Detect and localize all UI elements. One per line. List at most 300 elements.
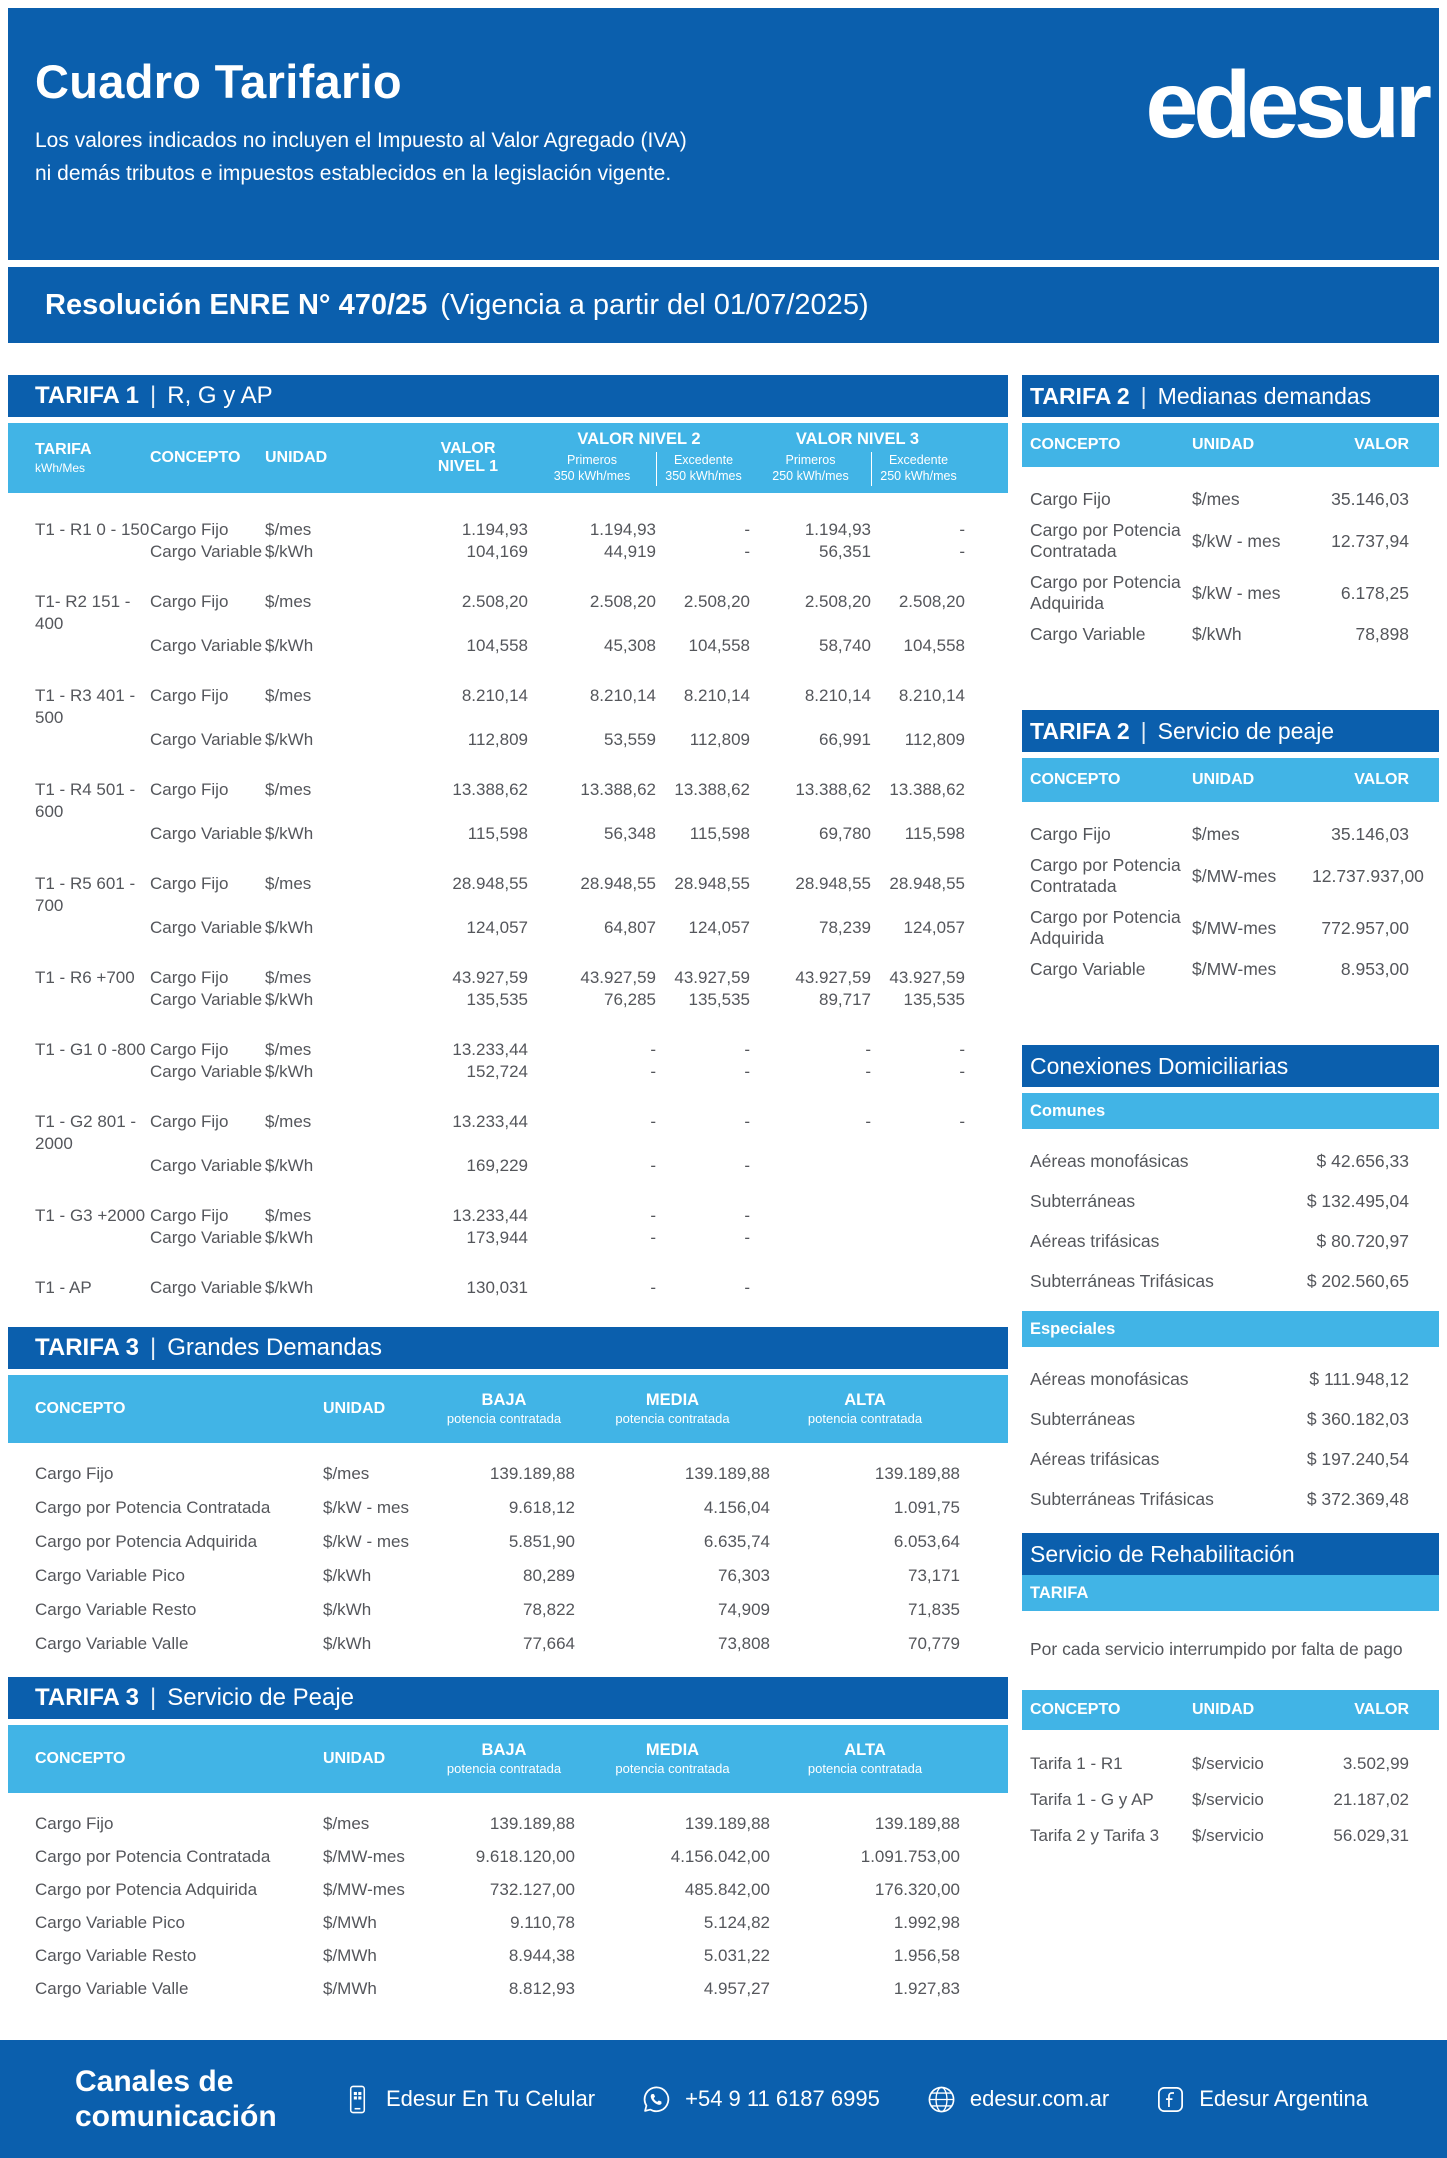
nivel2-subcolumns xyxy=(528,452,750,485)
resolution-title: Resolución ENRE N° 470/25 xyxy=(45,288,428,321)
tarifa1-table-body xyxy=(8,493,1008,1299)
column-header-valor: VALOR xyxy=(1354,1701,1409,1718)
footer-contact-facebook[interactable] xyxy=(1155,2084,1368,2115)
section-subtitle: Servicio de Peaje xyxy=(167,1684,355,1711)
value-cell: 56,348 xyxy=(604,824,656,843)
connection-value: $ 197.240,54 xyxy=(1306,1448,1409,1469)
unit-label: $/kWh xyxy=(265,1156,314,1175)
value-cell: 732.127,00 xyxy=(489,1879,575,1899)
concept-label: Cargo Variable xyxy=(150,542,263,561)
value-cell: 64,807 xyxy=(604,918,656,937)
value-cell: 1.956,58 xyxy=(893,1945,960,1965)
nivel2-title: VALOR NIVEL 2 xyxy=(577,430,701,449)
edesur-logo: edesur xyxy=(1145,52,1427,158)
value-cell: 124,057 xyxy=(688,918,750,937)
concept-label: Cargo Variable xyxy=(150,990,263,1009)
value-cell: 12.737.937,00 xyxy=(1312,865,1424,886)
value-cell: - xyxy=(959,1062,965,1081)
right-column xyxy=(1022,375,1439,1878)
value-cell: - xyxy=(865,1112,871,1131)
concept-label: Cargo Fijo xyxy=(150,1112,229,1131)
value-cell: - xyxy=(744,542,750,561)
subsection-band xyxy=(1022,1093,1439,1129)
table-row xyxy=(8,1457,1008,1491)
column-header-unidad: UNIDAD xyxy=(265,449,328,466)
concept-label: Cargo Fijo xyxy=(35,1464,114,1483)
value-cell: 9.618,12 xyxy=(508,1498,575,1517)
tarifa3-peaje-column-headers xyxy=(8,1725,1008,1793)
tarifa3-grandes-section-header xyxy=(8,1327,1008,1369)
value-cell: - xyxy=(744,520,750,539)
unit-label: $/kWh xyxy=(265,1278,314,1297)
col-name: BAJA xyxy=(481,1741,527,1760)
whatsapp-icon xyxy=(641,2084,672,2115)
unit-label: $/MWh xyxy=(323,1945,377,1965)
value-cell xyxy=(871,1155,965,1177)
value-cell xyxy=(871,1205,965,1227)
concept-label: Cargo Fijo xyxy=(150,1040,229,1059)
unit-label: $/mes xyxy=(265,1112,312,1131)
section-subtitle: Medianas demandas xyxy=(1157,382,1372,409)
unit-label: $/mes xyxy=(265,1206,312,1225)
value-cell: 1.927,83 xyxy=(893,1978,960,1998)
value-cell: 13.233,44 xyxy=(452,1206,528,1225)
footer-contact-label: Edesur En Tu Celular xyxy=(386,2086,596,2111)
table-row xyxy=(8,1491,1008,1525)
value-cell: 135,535 xyxy=(688,990,750,1009)
value-cell: - xyxy=(744,1112,750,1131)
subsection-title: Comunes xyxy=(1030,1101,1106,1120)
subsection-band xyxy=(1022,1311,1439,1347)
subheader-threshold: 250 kWh/mes xyxy=(772,469,849,483)
unit-label: $/MWh xyxy=(323,1912,377,1932)
value-cell: - xyxy=(650,1040,656,1059)
value-cell: 104,558 xyxy=(903,636,965,655)
unit-label: $/kWh xyxy=(265,730,314,749)
column-header-alta xyxy=(770,1391,960,1426)
concept-label: Cargo Variable Resto xyxy=(35,1600,197,1619)
table-row xyxy=(1022,572,1439,614)
list-item xyxy=(1022,1141,1439,1181)
value-cell: 13.388,62 xyxy=(452,780,528,799)
subtitle-line-1: Los valores indicados no incluyen el Impuesto al Valor Agregado (IVA) xyxy=(35,129,687,152)
rehabilitacion-column-headers xyxy=(1022,1690,1439,1730)
unit-label: $/kW - mes xyxy=(323,1498,409,1517)
value-cell: 115,598 xyxy=(689,824,750,843)
value-cell: 4.156,04 xyxy=(703,1498,770,1517)
column-header-alta xyxy=(770,1741,960,1776)
tariff-group xyxy=(8,1039,1008,1083)
column-header-nivel3 xyxy=(750,430,965,485)
column-header-unidad: UNIDAD xyxy=(1192,436,1255,453)
section-title: TARIFA 3 xyxy=(35,1334,140,1361)
value-cell: 70,779 xyxy=(908,1634,960,1653)
value-cell: 12.737,94 xyxy=(1331,530,1409,551)
value-cell: 8.210,14 xyxy=(898,686,965,705)
value-cell: 139.189,88 xyxy=(684,1813,770,1833)
value-cell: 21.187,02 xyxy=(1333,1790,1409,1809)
value-cell: 139.189,88 xyxy=(489,1813,575,1833)
unit-label: $/kWh xyxy=(265,1062,314,1081)
value-cell: - xyxy=(959,1112,965,1131)
value-cell xyxy=(750,1277,871,1299)
unit-label: $/kWh xyxy=(323,1634,372,1653)
concept-label: Cargo Variable xyxy=(1030,624,1146,644)
resolution-band xyxy=(8,267,1439,343)
column-header-tarifa xyxy=(8,441,150,475)
value-cell: 58,740 xyxy=(819,636,871,655)
tarifa2-peaje-column-headers xyxy=(1022,758,1439,802)
concept-label: Cargo Fijo xyxy=(1030,489,1111,509)
column-header-nivel2 xyxy=(528,430,750,485)
col-sub: potencia contratada xyxy=(807,1761,923,1777)
tariff-code xyxy=(8,1227,150,1249)
value-cell: - xyxy=(650,1112,656,1131)
concept-label: Cargo Variable xyxy=(150,824,263,843)
tariff-code xyxy=(8,917,150,939)
connection-label: Subterráneas xyxy=(1030,1190,1136,1211)
column-header-concepto: CONCEPTO xyxy=(35,1750,126,1767)
value-cell: 43.927,59 xyxy=(452,968,528,987)
unit-label: $/mes xyxy=(1192,824,1240,844)
value-cell: - xyxy=(650,1062,656,1081)
value-cell: 80,289 xyxy=(523,1566,575,1585)
unit-label: $/mes xyxy=(265,1040,312,1059)
table-row xyxy=(8,1972,1008,2005)
tariff-code: T1- R2 151 - 400 xyxy=(35,592,131,633)
table-row xyxy=(8,1559,1008,1593)
nivel2-excedente xyxy=(656,452,750,485)
value-cell: 9.110,78 xyxy=(510,1912,575,1932)
section-title: TARIFA 2 xyxy=(1030,717,1130,744)
value-cell: 13.388,62 xyxy=(580,780,656,799)
value-cell: 1.992,98 xyxy=(893,1912,960,1932)
section-title: Conexiones Domiciliarias xyxy=(1030,1052,1289,1079)
connection-value: $ 80.720,97 xyxy=(1316,1230,1409,1251)
unit-label: $/mes xyxy=(265,874,312,893)
table-row xyxy=(8,1593,1008,1627)
value-cell: 45,308 xyxy=(604,636,656,655)
concept-label: Cargo Variable Valle xyxy=(35,1634,189,1653)
value-cell: - xyxy=(959,542,965,561)
subheader-label: Excedente xyxy=(673,453,734,468)
tariff-code xyxy=(8,1061,150,1083)
value-cell: 13.388,62 xyxy=(674,780,750,799)
column-header-unidad: UNIDAD xyxy=(1192,1701,1255,1718)
concept-label: Tarifa 1 - G y AP xyxy=(1030,1790,1154,1809)
tarifa2-medianas-section-header xyxy=(1022,375,1439,417)
connection-value: $ 111.948,12 xyxy=(1309,1368,1409,1389)
tariff-group xyxy=(8,1205,1008,1249)
tarifa2-medianas-block xyxy=(1022,375,1439,675)
value-cell: 6.053,64 xyxy=(893,1532,960,1551)
tariff-group xyxy=(8,1111,1008,1177)
footer-contact-label: +54 9 11 6187 6995 xyxy=(685,2086,880,2111)
column-header-valor: VALOR xyxy=(1354,436,1409,453)
concept-label: Cargo Variable xyxy=(150,1156,263,1175)
tariff-code xyxy=(8,1155,150,1177)
table-row xyxy=(8,1627,1008,1661)
value-cell xyxy=(750,1155,871,1177)
section-title: TARIFA 1 xyxy=(35,382,140,409)
unit-label: $/kWh xyxy=(265,918,314,937)
nivel3-primeros xyxy=(750,452,871,485)
unit-label: $/servicio xyxy=(1192,1826,1264,1845)
concept-label: Cargo Variable Resto xyxy=(35,1945,197,1965)
col-name: MEDIA xyxy=(645,1741,700,1760)
column-header-valor: VALOR xyxy=(1354,771,1409,788)
value-cell: - xyxy=(744,1206,750,1225)
concept-label: Cargo Variable xyxy=(1030,959,1146,979)
value-cell: 124,057 xyxy=(903,918,965,937)
value-cell: 28.948,55 xyxy=(674,874,750,893)
value-cell: 8.210,14 xyxy=(683,686,750,705)
column-header-baja xyxy=(433,1391,575,1426)
concept-label: Cargo Variable xyxy=(150,730,263,749)
title-separator: | xyxy=(150,1684,157,1711)
col-sub: potencia contratada xyxy=(615,1761,730,1777)
unit-label: $/mes xyxy=(265,780,312,799)
value-cell: 8.210,14 xyxy=(804,686,871,705)
footer-contact-globe[interactable] xyxy=(926,2084,1109,2115)
unit-label: $/mes xyxy=(265,686,312,705)
list-item xyxy=(1022,1439,1439,1479)
value-cell: 485.842,00 xyxy=(684,1879,770,1899)
value-cell xyxy=(750,1205,871,1227)
footer-contact-bar xyxy=(0,2040,1447,2158)
concept-label: Cargo por Potencia Contratada xyxy=(1030,855,1181,896)
tariff-group xyxy=(8,591,1008,657)
unit-label: $/kWh xyxy=(323,1566,372,1585)
tariff-code: T1 - R4 501 - 600 xyxy=(35,780,136,821)
value-cell: 78,239 xyxy=(819,918,871,937)
value-cell: 43.927,59 xyxy=(795,968,871,987)
value-cell: - xyxy=(959,520,965,539)
concept-label: Cargo Variable xyxy=(150,1062,263,1081)
unit-label: $/kW - mes xyxy=(1192,530,1281,551)
value-cell: 13.388,62 xyxy=(795,780,871,799)
band-label: TARIFA xyxy=(1030,1583,1089,1602)
footer-title-line2: comunicación xyxy=(75,2100,277,2133)
value-cell: 115,598 xyxy=(467,824,528,843)
value-cell: 28.948,55 xyxy=(795,874,871,893)
rehabilitacion-tarifa-band xyxy=(1022,1575,1439,1611)
value-cell: 56,351 xyxy=(819,542,871,561)
column-header-concepto: CONCEPTO xyxy=(1030,771,1121,788)
facebook-icon xyxy=(1155,2084,1186,2115)
value-cell: 2.508,20 xyxy=(683,592,750,611)
nivel1-line1: VALOR xyxy=(440,439,496,457)
value-cell: 1.194,93 xyxy=(804,520,871,539)
tariff-code xyxy=(8,989,150,1011)
value-cell: 2.508,20 xyxy=(461,592,528,611)
unit-label: $/mes xyxy=(323,1464,370,1483)
table-row xyxy=(1022,1782,1439,1818)
rehabilitacion-note: Por cada servicio interrumpido por falta de pago xyxy=(1030,1639,1403,1659)
unit-label: $/MW-mes xyxy=(1192,865,1277,886)
table-row xyxy=(8,1939,1008,1972)
tariff-code: T1 - R3 401 - 500 xyxy=(35,686,136,727)
value-cell: - xyxy=(865,1040,871,1059)
tariff-group xyxy=(8,967,1008,1011)
footer-contact-label: edesur.com.ar xyxy=(969,2086,1110,2111)
subheader-threshold: 250 kWh/mes xyxy=(880,469,957,483)
tarifa3-peaje-section-header xyxy=(8,1677,1008,1719)
value-cell: 104,558 xyxy=(466,636,528,655)
concept-label: Cargo Fijo xyxy=(150,686,229,705)
tarifa1-section-header xyxy=(8,375,1008,417)
value-cell: 78,898 xyxy=(1355,624,1409,644)
concept-label: Cargo por Potencia Contratada xyxy=(35,1846,271,1866)
concept-label: Cargo por Potencia Adquirida xyxy=(1030,572,1181,613)
unit-label: $/kW - mes xyxy=(323,1532,409,1551)
value-cell: 35.146,03 xyxy=(1331,489,1409,509)
nivel3-subcolumns xyxy=(750,452,965,485)
value-cell: 2.508,20 xyxy=(589,592,656,611)
concept-label: Cargo por Potencia Adquirida xyxy=(35,1879,258,1899)
col-sub: potencia contratada xyxy=(446,1761,562,1777)
column-header-unidad: UNIDAD xyxy=(323,1750,386,1767)
unit-label: $/kWh xyxy=(1192,624,1242,644)
value-cell xyxy=(871,1227,965,1249)
value-cell: 73,808 xyxy=(718,1634,770,1653)
list-item xyxy=(1022,1479,1439,1519)
unit-label: $/kWh xyxy=(265,542,314,561)
footer-contact-mobile-app[interactable] xyxy=(342,2084,595,2115)
value-cell: 76,303 xyxy=(718,1566,770,1585)
subheader-threshold: 350 kWh/mes xyxy=(665,469,742,483)
value-cell: 5.031,22 xyxy=(703,1945,770,1965)
value-cell: 8.210,14 xyxy=(461,686,528,705)
concept-label: Cargo Fijo xyxy=(150,780,229,799)
tariff-code: T1 - R6 +700 xyxy=(35,968,135,987)
concept-label: Tarifa 2 y Tarifa 3 xyxy=(1030,1826,1160,1845)
value-cell: 8.944,38 xyxy=(508,1945,575,1965)
subsection-rows xyxy=(1022,1129,1439,1311)
col-name: ALTA xyxy=(844,1391,886,1410)
value-cell: 43.927,59 xyxy=(580,968,656,987)
connection-label: Subterráneas Trifásicas xyxy=(1030,1488,1214,1509)
concept-label: Cargo por Potencia Adquirida xyxy=(1030,907,1181,948)
value-cell: 173,944 xyxy=(466,1228,528,1247)
value-cell: 43.927,59 xyxy=(674,968,750,987)
value-cell: 6.635,74 xyxy=(703,1532,770,1551)
value-cell: 130,031 xyxy=(466,1278,528,1297)
value-cell: 1.194,93 xyxy=(461,520,528,539)
concept-label: Cargo Variable xyxy=(150,1278,263,1297)
concept-label: Cargo Fijo xyxy=(150,592,229,611)
column-header-unidad: UNIDAD xyxy=(1192,771,1255,788)
value-cell: 28.948,55 xyxy=(452,874,528,893)
page-title: Cuadro Tarifario xyxy=(35,55,402,108)
value-cell: 8.812,93 xyxy=(508,1978,575,1998)
section-subtitle: Servicio de peaje xyxy=(1157,717,1335,744)
conexiones-sections xyxy=(1022,1093,1439,1529)
globe-icon xyxy=(926,2084,957,2115)
tariff-code xyxy=(8,823,150,845)
connection-label: Subterráneas Trifásicas xyxy=(1030,1270,1214,1291)
value-cell: 112,809 xyxy=(904,730,965,749)
value-cell: 2.508,20 xyxy=(898,592,965,611)
table-row xyxy=(1022,824,1439,845)
concept-label: Cargo por Potencia Contratada xyxy=(1030,520,1181,561)
unit-label: $/servicio xyxy=(1192,1754,1264,1773)
tariff-group xyxy=(8,873,1008,939)
value-cell: 152,724 xyxy=(466,1062,528,1081)
tarifa3-peaje-table-body xyxy=(8,1793,1008,2015)
col-sub: potencia contratada xyxy=(615,1411,730,1427)
value-cell: 1.091,75 xyxy=(893,1498,960,1517)
connection-value: $ 372.369,48 xyxy=(1306,1488,1409,1509)
subheader-label: Primeros xyxy=(566,453,617,468)
list-item xyxy=(1022,1261,1439,1301)
subheader-threshold: 350 kWh/mes xyxy=(553,469,631,483)
unit-label: $/MW-mes xyxy=(323,1846,405,1866)
value-cell: 104,558 xyxy=(688,636,750,655)
tarifa2-peaje-block xyxy=(1022,710,1439,1010)
value-cell: 139.189,88 xyxy=(874,1813,960,1833)
unit-label: $/MWh xyxy=(323,1978,377,1998)
section-title: Servicio de Rehabilitación xyxy=(1030,1540,1295,1567)
list-item xyxy=(1022,1359,1439,1399)
list-item xyxy=(1022,1181,1439,1221)
column-header-media xyxy=(575,1741,770,1776)
value-cell: - xyxy=(744,1062,750,1081)
value-cell: 772.957,00 xyxy=(1321,917,1409,938)
unit-label: $/mes xyxy=(323,1813,370,1833)
footer-contact-whatsapp[interactable] xyxy=(641,2084,880,2115)
value-cell: 112,809 xyxy=(689,730,750,749)
unit-label: $/mes xyxy=(265,592,312,611)
connection-label: Aéreas trifásicas xyxy=(1030,1230,1160,1251)
value-cell: 89,717 xyxy=(819,990,871,1009)
left-column xyxy=(8,375,1008,2015)
tariff-code xyxy=(8,635,150,657)
column-header-unidad: UNIDAD xyxy=(323,1400,386,1417)
value-cell: 3.502,99 xyxy=(1342,1754,1409,1773)
header-tarifa-label: TARIFA xyxy=(35,441,92,458)
connection-value: $ 360.182,03 xyxy=(1306,1408,1409,1429)
value-cell: 135,535 xyxy=(903,990,965,1009)
value-cell: 69,780 xyxy=(819,824,871,843)
value-cell: - xyxy=(650,1278,656,1297)
concept-label: Cargo por Potencia Adquirida xyxy=(35,1532,258,1551)
value-cell: 9.618.120,00 xyxy=(475,1846,575,1866)
rehabilitacion-block xyxy=(1022,1533,1439,1878)
title-separator: | xyxy=(150,382,157,409)
subsection-title: Especiales xyxy=(1030,1319,1116,1338)
connection-value: $ 202.560,65 xyxy=(1306,1270,1409,1291)
unit-label: $/servicio xyxy=(1192,1790,1264,1809)
table-row xyxy=(1022,1746,1439,1782)
table-row xyxy=(1022,959,1439,980)
subheader-label: Primeros xyxy=(785,453,836,468)
tariff-code: T1 - G3 +2000 xyxy=(35,1206,146,1225)
nivel1-line2: NIVEL 1 xyxy=(437,458,499,475)
section-subtitle: R, G y AP xyxy=(167,382,273,409)
connection-label: Aéreas monofásicas xyxy=(1030,1150,1189,1171)
value-cell: 76,285 xyxy=(604,990,656,1009)
value-cell: - xyxy=(650,1228,656,1247)
section-title: TARIFA 2 xyxy=(1030,382,1130,409)
column-header-media xyxy=(575,1391,770,1426)
tarifa2-peaje-section-header xyxy=(1022,710,1439,752)
concept-label: Cargo Fijo xyxy=(35,1813,114,1833)
table-row xyxy=(1022,489,1439,510)
value-cell: 56.029,31 xyxy=(1333,1826,1409,1845)
value-cell: 115,598 xyxy=(904,824,965,843)
section-subtitle: Grandes Demandas xyxy=(167,1334,383,1361)
